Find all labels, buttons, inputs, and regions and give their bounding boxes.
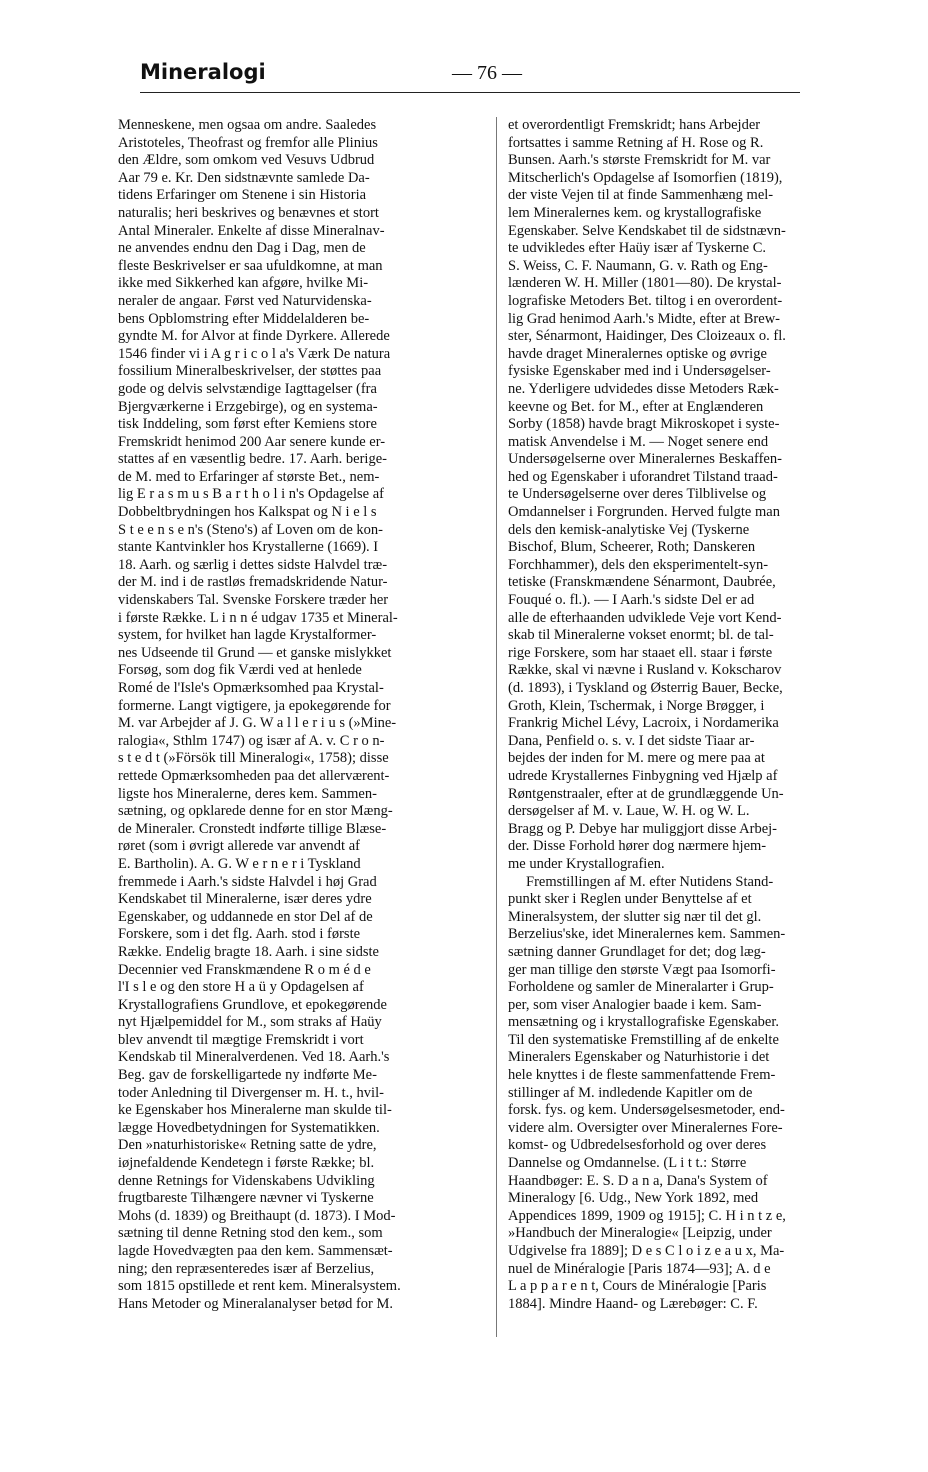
right-column <box>508 117 870 1313</box>
text-line: tidens Erfaringer om Stenene i sin Historia <box>118 187 367 204</box>
text-line: me under Krystallografien. <box>508 855 665 872</box>
text-line: bejdes der inden for M. mere og mere paa at <box>508 750 765 767</box>
text-line: Bunsen. Aarh.'s største Fremskridt for M. var <box>508 152 771 169</box>
text-line: skab til Mineralerne vokset enormt; bl. de tal- <box>508 627 774 644</box>
text-line: lig E r a s m u s B a r t h o l i n's Opdagelse af <box>118 486 384 503</box>
text-line: den Ældre, som omkom ved Vesuvs Udbrud <box>118 152 375 169</box>
text-line: mensætning og i krystallografiske Egenskaber. <box>508 1014 780 1031</box>
text-line: som 1815 opstillede et rent kem. Mineralsystem. <box>118 1278 401 1295</box>
left-column <box>118 117 480 1313</box>
text-line: fossilium Mineralbeskrivelser, der støttes paa <box>118 363 382 380</box>
header-rule <box>140 92 800 93</box>
text-line: frugtbareste Tilhængere nævner vi Tyskerne <box>118 1190 374 1207</box>
text-line: Aristoteles, Theofrast og fremfor alle Plinius <box>118 134 378 151</box>
text-line: tetiske (Franskmændene Sénarmont, Daubrée, <box>508 574 776 591</box>
text-line: alle de efterhaanden udviklede Veje vort Kend- <box>508 609 782 626</box>
text-line: stillinger af M. indledende Kapitler om de <box>508 1084 753 1101</box>
text-line: komst- og Udbredelsesforhold og over deres <box>508 1137 767 1154</box>
text-line: system, for hvilket han lagde Krystalformer- <box>118 627 377 644</box>
text-line: røret (som i øvrigt allerede var anvendt af <box>118 838 360 855</box>
text-line: der viste Vejen til at finde Sammenhæng mel- <box>508 187 774 204</box>
text-line: S. Weiss, C. F. Naumann, G. v. Rath og Eng- <box>508 257 768 274</box>
text-line: punkt sker i Reglen under Benyttelse af et <box>508 891 752 908</box>
text-line: l'I s l e og den store H a ü y Opdagelsen af <box>118 979 364 996</box>
text-line: (d. 1893), i Tyskland og Østerrig Bauer, Becke, <box>508 680 783 696</box>
text-line: ke Egenskaber hos Mineralerne man skulde til- <box>118 1102 392 1119</box>
text-line: lægge Hovedbetydningen for Systematikken. <box>118 1119 380 1136</box>
text-line: stante Kantvinkler hos Krystallerne (1669). I <box>118 539 379 556</box>
text-line: te udvikledes efter Haüy især af Tyskerne C. <box>508 240 767 257</box>
text-line: tisk Inddeling, som først efter Kemiens store <box>118 416 377 433</box>
text-line: Forsøg, som dog fik Værdi ved at henlede <box>118 662 362 679</box>
text-line: nes Udseende til Grund — et ganske mislykket <box>118 644 392 661</box>
text-line: Kendskabet til Mineralerne, især deres ydre <box>118 891 372 908</box>
text-line: Hans Metoder og Mineralanalyser betød for M. <box>118 1295 394 1312</box>
text-line: E. Bartholin). A. G. W e r n e r i Tyskland <box>118 855 361 872</box>
text-line: udrede Krystallernes Finbygning ved Hjælp af <box>508 767 778 784</box>
text-line: Række, skal vi nævne i Rusland v. Kokscharov <box>508 662 782 679</box>
text-line: Dobbeltbrydningen hos Kalkspat og N i e l s <box>118 504 377 521</box>
text-line: stattes af en væsentlig bedre. 17. Aarh. berige- <box>118 451 387 468</box>
text-line: Krystallografiens Grundlove, et epokegørende <box>118 996 387 1013</box>
text-line: formerne. Langt vigtigere, ja epokegørende for <box>118 697 391 714</box>
text-line: Sorby (1858) havde bragt Mikroskopet i syste- <box>508 416 780 433</box>
text-line: Romé de l'Isle's Opmærksomhed paa Krystal- <box>118 680 384 696</box>
text-line: naturalis; heri beskrives og benævnes et stort <box>118 204 379 221</box>
text-line: Omdannelser i Forgrunden. Herved fulgte man <box>508 504 780 521</box>
text-line: Til den systematiske Fremstilling af de enkelte <box>508 1031 779 1048</box>
text-line: Bischof, Blum, Scheerer, Roth; Danskeren <box>508 539 756 556</box>
text-line: sætning til denne Retning stod den kem., som <box>118 1225 383 1242</box>
text-line: Række. Endelig bragte 18. Aarh. i sine sidste <box>118 943 379 960</box>
text-line: Fremskridt henimod 200 Aar senere kunde er- <box>118 433 386 450</box>
text-line: dels den kemisk-analytiske Vej (Tyskerne <box>508 521 750 538</box>
text-line: Egenskaber. Selve Kendskabet til de sidstnævn- <box>508 222 786 239</box>
text-line: Egenskaber, og uddannede en stor Del af de <box>118 908 373 925</box>
text-line: s t e d t (»Försök till Mineralogi«, 1758); disse <box>118 750 389 767</box>
text-line: lagde Hovedvægten paa den kem. Sammensæt- <box>118 1243 393 1259</box>
text-line: Undersøgelserne over Mineralernes Beskaffen- <box>508 451 782 468</box>
text-line: Mitscherlich's Opdagelse af Isomorfien (1819), <box>508 169 783 186</box>
page-header <box>140 58 800 92</box>
text-line: rige Forskere, som har staaet ell. staar i første <box>508 644 773 661</box>
text-line: gyndte M. for Alvor at finde Dyrkere. Allerede <box>118 328 390 345</box>
text-line: videnskabers Tal. Svenske Forskere træder her <box>118 592 389 609</box>
text-line: Decennier ved Franskmændene R o m é d e <box>118 961 371 978</box>
text-line: lografiske Metoders Bet. tiltog i en overordent- <box>508 292 783 309</box>
text-line: rettede Opmærksomheden paa det allerværent- <box>118 767 390 784</box>
text-line: Mohs (d. 1839) og Breithaupt (d. 1873). I Mod- <box>118 1207 396 1224</box>
text-line: iøjnefaldende Kendetegn i første Række; bl. <box>118 1155 375 1172</box>
text-line: Fremstillingen af M. efter Nutidens Stand- <box>526 873 774 890</box>
text-line: forsk. fys. og kem. Undersøgelsesmetoder, end- <box>508 1102 785 1119</box>
text-line: »Handbuch der Mineralogie« [Leipzig, under <box>508 1225 772 1242</box>
text-line: bens Opblomstring efter Middelalderen be- <box>118 310 370 327</box>
text-line: Menneskene, men ogsaa om andre. Saaledes <box>118 117 377 133</box>
text-line: hele knyttes i de fleste sammenfattende Frem- <box>508 1067 776 1084</box>
text-line: Groth, Klein, Tschermak, i Norge Brøgger, i <box>508 697 765 714</box>
text-line: Bragg og P. Debye har muliggjort disse Arbej- <box>508 820 778 837</box>
text-line: matisk Anvendelse i M. — Noget senere end <box>508 433 769 450</box>
text-line: Berzelius'ske, idet Mineralernes kem. Sammen- <box>508 926 786 943</box>
text-line: S t e e n s e n's (Steno's) af Loven om de kon- <box>118 521 383 538</box>
text-line: et overordentligt Fremskridt; hans Arbejder <box>508 117 761 133</box>
text-line: 1546 finder vi i A g r i c o l a's Værk De natura <box>118 345 391 362</box>
text-line: nyt Hjælpemiddel for M., som straks af Haüy <box>118 1014 382 1031</box>
text-line: Appendices 1899, 1909 og 1915]; C. H i n t z e, <box>508 1207 786 1224</box>
text-line: Dana, Penfield o. s. v. I det sidste Tiaar ar- <box>508 732 755 749</box>
text-line: te Undersøgelserne over deres Tilblivelse og <box>508 486 767 503</box>
text-line: ne anvendes endnu den Dag i Dag, men de <box>118 240 366 257</box>
text-line: lig Grad henimod Aarh.'s Midte, efter at Brew- <box>508 310 780 327</box>
text-line: Fouqué o. fl.). — I Aarh.'s sidste Del er ad <box>508 592 755 609</box>
text-line: L a p p a r e n t, Cours de Minéralogie [Paris <box>508 1278 767 1295</box>
text-line: denne Retnings for Videnskabens Udvikling <box>118 1172 375 1189</box>
text-line: dersøgelser af M. v. Laue, W. H. og W. L. <box>508 803 750 820</box>
text-line: videre alm. Oversigter over Mineralernes Fore- <box>508 1119 783 1136</box>
text-line: Aar 79 e. Kr. Den sidstnævnte samlede Da- <box>118 169 370 186</box>
text-line: i første Række. L i n n é udgav 1735 et Mineral- <box>118 609 398 626</box>
text-line: gode og delvis selvstændige Iagttagelser (fra <box>118 380 377 397</box>
text-line: Forholdene og samler de Mineralarter i Grup- <box>508 979 774 996</box>
text-line: blev anvendt til mægtige Fremskridt i vort <box>118 1031 364 1048</box>
text-line: de M. med to Erfaringer af største Bet., nem- <box>118 468 380 485</box>
text-line: fortsattes i samme Retning af H. Rose og R. <box>508 134 764 151</box>
text-line: per, som viser Analogier baade i kem. Sam- <box>508 996 762 1013</box>
text-line: ikke med Sikkerhed kan afgøre, hvilke Mi- <box>118 275 369 292</box>
text-line: de Mineraler. Cronstedt indførte tillige Blæse- <box>118 820 387 837</box>
text-line: fremmede i Aarh.'s sidste Halvdel i høj Grad <box>118 873 377 890</box>
text-line: hed og Egenskaber i uforandret Tilstand traad- <box>508 468 778 485</box>
text-line: ralogia«, Sthlm 1747) og især af A. v. C r o n- <box>118 732 385 749</box>
text-line: Beg. gav de forskelligartede ny indførte Me- <box>118 1067 377 1084</box>
text-line: Bjergværkerne i Erzgebirge), og en systema- <box>118 398 378 415</box>
text-line: der. Disse Forhold hører dog nærmere hjem- <box>508 838 767 855</box>
text-line: neraler de angaar. Først ved Naturvidenska- <box>118 292 372 309</box>
text-line: fysiske Egenskaber med ind i Undersøgelser- <box>508 363 771 380</box>
text-line: Mineralogy [6. Udg., New York 1892, med <box>508 1190 759 1207</box>
text-line: ligste hos Mineralerne, deres kem. Sammen- <box>118 785 377 802</box>
text-line: nuel de Minéralogie [Paris 1874—93]; A. d e <box>508 1260 771 1277</box>
text-line: Forchhammer), dels den eksperimentelt-syn- <box>508 556 769 573</box>
text-line: ster, Sénarmont, Haidinger, Des Cloizeaux o. fl. <box>508 328 786 345</box>
text-line: Mineralsystem, der slutter sig nær til det gl. <box>508 908 762 925</box>
column-divider <box>496 117 497 1337</box>
text-line: Frankrig Michel Lévy, Lacroix, i Nordamerika <box>508 715 779 732</box>
text-line: Dannelse og Omdannelse. (L i t t.: Større <box>508 1155 747 1172</box>
text-line: ning; den repræsenteredes især af Berzelius, <box>118 1260 375 1277</box>
text-line: sætning, og opklarede denne for en stor Mæng- <box>118 803 393 820</box>
text-line: Mineralers Egenskaber og Naturhistorie i det <box>508 1049 770 1066</box>
text-line: Haandbøger: E. S. D a n a, Dana's System of <box>508 1172 768 1189</box>
text-line: Kendskab til Mineralverdenen. Ved 18. Aarh.'s <box>118 1049 390 1066</box>
text-line: M. var Arbejder af J. G. W a l l e r i u s (»Mine- <box>118 715 397 732</box>
text-line: havde draget Mineralernes optiske og øvrige <box>508 345 767 362</box>
text-line: lænderen W. H. Miller (1801—80). De krystal- <box>508 275 782 292</box>
text-line: ne. Yderligere udvidedes disse Metoders Ræk- <box>508 380 779 397</box>
page-title: Mineralogi <box>140 60 266 84</box>
page-number: — 76 — <box>452 62 522 84</box>
text-line: lem Mineralernes kem. og krystallografiske <box>508 204 762 221</box>
text-line: Antal Mineraler. Enkelte af disse Mineralnav- <box>118 222 385 239</box>
text-line: 1884]. Mindre Haand- og Lærebøger: C. F. <box>508 1295 758 1312</box>
text-line: Den »naturhistoriske« Retning satte de ydre, <box>118 1137 377 1154</box>
text-line: Udgivelse fra 1889]; D e s C l o i z e a u x, Ma- <box>508 1243 785 1259</box>
text-line: fleste Beskrivelser er saa ufuldkomne, at man <box>118 257 383 274</box>
text-line: der M. ind i de rastløs fremadskridende Natur- <box>118 574 388 591</box>
text-line: 18. Aarh. og særlig i dettes sidste Halvdel træ- <box>118 556 388 573</box>
text-line: Røntgenstraaler, efter at de grundlæggende Un- <box>508 785 784 802</box>
text-line: toder Anledning til Divergenser m. H. t., hvil- <box>118 1084 384 1101</box>
text-line: sætning danner Grundlaget for det; dog læg- <box>508 943 766 960</box>
text-line: keevne og Bet. for M., efter at Englænderen <box>508 398 764 415</box>
text-line: Forskere, som i det flg. Aarh. stod i første <box>118 926 361 943</box>
text-line: ger man tillige den største Vægt paa Isomorfi- <box>508 961 776 978</box>
